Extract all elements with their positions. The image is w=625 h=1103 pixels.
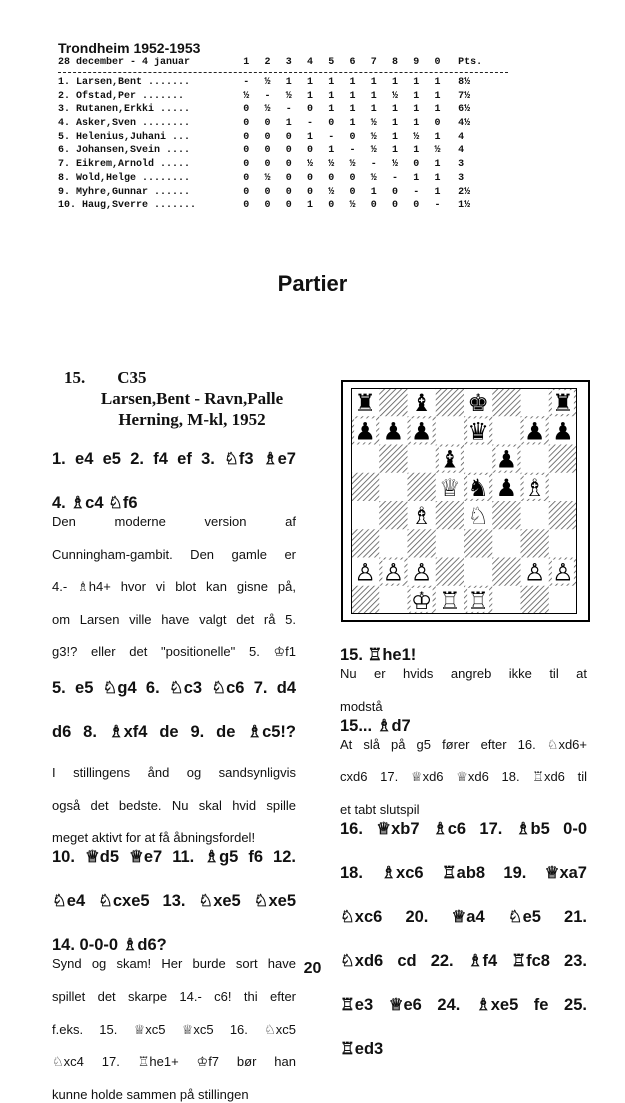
svg-text:♟: ♟ — [382, 417, 405, 446]
move-line: 15... ♗d7 — [340, 716, 411, 735]
result-cell: ½ — [306, 159, 313, 171]
result-cell: 1 — [391, 131, 398, 143]
board-square-b3 — [379, 529, 408, 558]
crosstable-row — [58, 199, 508, 213]
player-name: 5. Helenius,Juhani ... — [58, 131, 191, 143]
svg-text:♖: ♖ — [439, 586, 461, 614]
result-cell: 0 — [306, 145, 313, 157]
result-cell: 1 — [349, 90, 356, 102]
svg-text:♟: ♟ — [552, 417, 574, 446]
header-col: 9 — [413, 57, 420, 68]
comment-line: om Larsen ville have valgt det rå 5. — [52, 611, 296, 627]
header-col: 8 — [391, 57, 398, 68]
result-cell: 1 — [328, 104, 335, 116]
comment-line: Cunningham-gambit. Den gamle er — [52, 546, 296, 562]
result-cell: 1 — [349, 104, 356, 116]
board-square-b4 — [379, 501, 408, 530]
result-cell: 0 — [285, 172, 292, 184]
svg-text:♗: ♗ — [523, 473, 546, 502]
game-header — [52, 368, 332, 430]
result-cell: ½ — [349, 159, 356, 171]
result-cell: ½ — [264, 77, 271, 88]
result-cell: 1 — [434, 104, 441, 116]
result-cell: 1 — [391, 145, 398, 157]
result-cell: ½ — [434, 145, 441, 157]
result-cell: - — [328, 131, 335, 143]
result-cell: 0 — [328, 172, 335, 184]
svg-text:♟: ♟ — [354, 417, 376, 446]
player-name: 2. Ofstad,Per ....... — [58, 90, 185, 102]
result-cell: ½ — [370, 172, 377, 184]
result-cell: 0 — [243, 172, 250, 184]
black-bishop-icon — [411, 389, 433, 417]
result-cell: 0 — [243, 200, 250, 212]
comment-line: også det bedste. Nu skal hvid spille — [52, 797, 296, 813]
result-cell: 0 — [306, 172, 313, 184]
player-points: 2½ — [458, 186, 471, 198]
result-cell: 0 — [243, 131, 250, 143]
player-name: 9. Myhre,Gunnar ...... — [58, 186, 191, 198]
comment-line: I stillingens ånd og sandsynligvis — [52, 764, 296, 780]
white-pawn-icon — [411, 559, 433, 587]
white-knight-icon — [467, 502, 489, 530]
svg-text:♟: ♟ — [523, 417, 546, 446]
result-cell: ½ — [349, 200, 356, 212]
board-square-c3 — [408, 529, 437, 558]
game-id — [64, 368, 332, 388]
result-cell: - — [349, 145, 356, 157]
comment-line: modstå — [340, 698, 383, 714]
page-number: 20 — [303, 960, 322, 977]
result-cell: - — [413, 186, 420, 198]
header-col: 6 — [349, 57, 356, 68]
result-cell: 1 — [413, 104, 420, 116]
result-cell: 1 — [306, 90, 313, 102]
player-points: 7½ — [458, 90, 471, 102]
board-square-e2 — [464, 558, 493, 587]
result-cell: 0 — [349, 172, 356, 184]
svg-text:♘: ♘ — [467, 502, 489, 531]
result-cell: - — [306, 118, 313, 130]
crosstable — [58, 40, 508, 213]
move-line: ♘e4 ♘cxe5 13. ♘xe5 ♘xe5 — [52, 892, 296, 911]
header-col: 1 — [243, 57, 250, 68]
result-cell: 1 — [413, 118, 420, 130]
move-line: ♘xd6 cd 22. ♗f4 ♖fc8 23. — [340, 952, 587, 971]
player-name: 4. Asker,Sven ........ — [58, 118, 191, 130]
result-cell: 0 — [264, 200, 271, 212]
crosstable-rows — [58, 76, 508, 213]
crosstable-row — [58, 76, 508, 90]
board-square-a4 — [351, 501, 380, 530]
result-cell: 1 — [391, 118, 398, 130]
result-cell: 0 — [413, 159, 420, 171]
result-cell: ½ — [370, 118, 377, 130]
result-cell: - — [370, 159, 377, 171]
svg-text:♟: ♟ — [495, 473, 518, 502]
result-cell: - — [391, 172, 398, 184]
board-square-h6 — [549, 445, 577, 474]
player-points: 3 — [458, 159, 465, 171]
crosstable-dates: 28 december - 4 januar — [58, 57, 191, 68]
black-king-icon — [467, 389, 489, 417]
eco-code: C35 — [117, 368, 147, 387]
comment-line: cxd6 17. ♕xd6 ♕xd6 18. ♖xd6 til — [340, 769, 587, 785]
comment-line: f.eks. 15. ♕xc5 ♕xc5 16. ♘xc5 — [52, 1021, 296, 1037]
svg-text:♙: ♙ — [382, 558, 405, 587]
result-cell: 0 — [285, 159, 292, 171]
result-cell: ½ — [391, 90, 398, 102]
comment-line: et tabt slutspil — [340, 802, 420, 818]
result-cell: 1 — [306, 200, 313, 212]
comment-line: spillet det skarpe 14.- c6! thi efter — [52, 989, 296, 1005]
svg-text:♙: ♙ — [410, 558, 433, 587]
player-name: 6. Johansen,Svein .... — [58, 145, 191, 157]
result-cell: 0 — [434, 118, 441, 130]
crosstable-header — [58, 57, 508, 68]
result-cell: 0 — [243, 186, 250, 198]
board-square-f2 — [492, 558, 521, 587]
result-cell: ½ — [264, 104, 271, 116]
board-square-d2 — [436, 558, 465, 587]
result-cell: ½ — [370, 145, 377, 157]
comment-line: Den moderne version af — [52, 514, 296, 529]
result-cell: 0 — [243, 145, 250, 157]
result-cell: ½ — [285, 90, 292, 102]
result-cell: - — [264, 90, 271, 102]
board-square-e6 — [464, 445, 493, 474]
svg-text:♖: ♖ — [467, 586, 489, 614]
result-cell: 0 — [349, 131, 356, 143]
board-square-f3 — [492, 529, 521, 558]
game-players: Larsen,Bent - Ravn,Palle — [100, 389, 284, 408]
move-line: ♖e3 ♕e6 24. ♗xe5 fe 25. — [340, 996, 587, 1015]
result-cell: 0 — [243, 104, 250, 116]
crosstable-row — [58, 131, 508, 145]
crosstable-row — [58, 103, 508, 117]
result-cell: ½ — [370, 131, 377, 143]
result-cell: 1 — [391, 77, 398, 88]
comment-line: meget aktivt for at få åbningsfordel! — [52, 830, 256, 846]
result-cell: 0 — [306, 186, 313, 198]
result-cell: 0 — [285, 200, 292, 212]
comment-line: Nu er hvids angreb ikke til at — [340, 666, 587, 681]
player-name: 1. Larsen,Bent ....... — [58, 77, 191, 88]
white-bishop-icon — [411, 502, 433, 530]
black-pawn-icon — [411, 417, 433, 445]
black-queen-icon — [467, 417, 489, 445]
move-line: 15. ♖he1! — [340, 646, 417, 664]
board-square-d8 — [436, 388, 465, 417]
chess-board — [351, 388, 577, 614]
player-name: 8. Wold,Helge ........ — [58, 172, 191, 184]
result-cell: 1 — [413, 172, 420, 184]
board-square-f4 — [492, 501, 521, 530]
black-pawn-icon — [354, 417, 376, 445]
board-square-b5 — [379, 473, 408, 502]
board-square-h5 — [549, 473, 577, 502]
board-square-c6 — [408, 445, 437, 474]
result-cell: 1 — [434, 77, 441, 88]
board-square-d7 — [436, 416, 465, 445]
chess-diagram — [341, 380, 590, 622]
result-cell: 0 — [328, 200, 335, 212]
result-cell: 1 — [370, 104, 377, 116]
result-cell: 1 — [434, 90, 441, 102]
crosstable-row — [58, 172, 508, 186]
result-cell: 0 — [264, 118, 271, 130]
player-name: 10. Haug,Sverre ....... — [58, 200, 197, 212]
black-pawn-icon — [495, 474, 517, 502]
svg-text:♙: ♙ — [523, 558, 546, 587]
header-col: 5 — [328, 57, 335, 68]
section-title: Partier — [277, 271, 348, 296]
board-square-d3 — [436, 529, 465, 558]
svg-text:♞: ♞ — [467, 473, 489, 502]
result-cell: 1 — [391, 104, 398, 116]
crosstable-row — [58, 90, 508, 104]
result-cell: 1 — [434, 186, 441, 198]
header-col: 3 — [285, 57, 292, 68]
left-column — [52, 448, 296, 1103]
result-cell: - — [285, 104, 292, 116]
black-bishop-icon — [439, 446, 461, 474]
move-line: ♘xc6 20. ♕a4 ♘e5 21. — [340, 908, 587, 927]
result-cell: ½ — [264, 172, 271, 184]
result-cell: 1 — [434, 159, 441, 171]
svg-text:♔: ♔ — [410, 586, 433, 614]
result-cell: ½ — [391, 159, 398, 171]
result-cell: ½ — [413, 131, 420, 143]
move-line: 1. e4 e5 2. f4 ef 3. ♘f3 ♗e7 — [52, 450, 296, 468]
comment-line: ♘xc4 17. ♖he1+ ♔f7 bør han — [52, 1054, 296, 1070]
svg-text:♝: ♝ — [410, 389, 433, 418]
result-cell: 1 — [306, 77, 313, 88]
svg-text:♗: ♗ — [410, 502, 433, 531]
header-col: 0 — [434, 57, 441, 68]
result-cell: 0 — [328, 118, 335, 130]
player-name: 7. Eikrem,Arnold ..... — [58, 159, 191, 171]
result-cell: 1 — [328, 77, 335, 88]
result-cell: 0 — [264, 186, 271, 198]
comment-line: Synd og skam! Her burde sort have — [52, 956, 296, 972]
move-line: ♖ed3 — [340, 1040, 384, 1059]
comment-line: g3!? eller det "positionelle" 5. ♔f1 — [52, 644, 296, 660]
player-points: 4 — [458, 145, 465, 157]
result-cell: 0 — [264, 159, 271, 171]
game-number: 15. — [64, 368, 86, 387]
result-cell: 1 — [413, 90, 420, 102]
result-cell: 1 — [328, 145, 335, 157]
player-points: 4½ — [458, 118, 471, 130]
board-square-h4 — [549, 501, 577, 530]
crosstable-row — [58, 117, 508, 131]
result-cell: 1 — [370, 90, 377, 102]
player-points: 3 — [458, 172, 465, 184]
board-square-f7 — [492, 416, 521, 445]
board-square-f1 — [492, 586, 521, 614]
white-king-icon — [411, 587, 433, 614]
board-square-f8 — [492, 388, 521, 417]
result-cell: 0 — [264, 131, 271, 143]
comment-line: kunne holde sammen på stillingen — [52, 1086, 249, 1102]
result-cell: 1 — [370, 186, 377, 198]
result-cell: 1 — [413, 77, 420, 88]
board-square-b1 — [379, 586, 408, 614]
result-cell: 0 — [243, 118, 250, 130]
game-event: Herning, M-kl, 1952 — [118, 410, 266, 429]
white-pawn-icon — [524, 559, 546, 587]
result-cell: 0 — [285, 186, 292, 198]
result-cell: 1 — [349, 77, 356, 88]
move-line: d6 8. ♗xf4 de 9. de ♗c5!? — [52, 722, 296, 741]
result-cell: ½ — [328, 159, 335, 171]
svg-text:♝: ♝ — [439, 445, 461, 474]
result-cell: 1 — [434, 131, 441, 143]
svg-text:♟: ♟ — [410, 417, 433, 446]
points-header: Pts. — [458, 57, 483, 68]
crosstable-row — [58, 186, 508, 200]
white-bishop-icon — [524, 474, 546, 502]
result-cell: 1 — [434, 172, 441, 184]
svg-text:♜: ♜ — [552, 389, 574, 418]
black-rook-icon — [552, 389, 574, 417]
svg-text:♟: ♟ — [495, 445, 518, 474]
move-line: 16. ♕xb7 ♗c6 17. ♗b5 0-0 — [340, 820, 587, 839]
svg-text:♚: ♚ — [467, 389, 489, 418]
crosstable-row — [58, 158, 508, 172]
black-pawn-icon — [495, 446, 517, 474]
result-cell: 0 — [285, 131, 292, 143]
result-cell: ½ — [243, 90, 250, 102]
player-points: 8½ — [458, 77, 471, 88]
board-square-e3 — [464, 529, 493, 558]
crosstable-row — [58, 144, 508, 158]
board-square-d4 — [436, 501, 465, 530]
result-cell: 1 — [328, 90, 335, 102]
black-knight-icon — [467, 474, 489, 502]
svg-text:♙: ♙ — [354, 558, 376, 587]
player-name: 3. Rutanen,Erkki ..... — [58, 104, 191, 116]
board-square-a6 — [351, 445, 380, 474]
white-rook-icon — [439, 587, 461, 614]
board-square-a1 — [351, 586, 380, 614]
board-square-c5 — [408, 473, 437, 502]
dashed-rule — [58, 72, 508, 73]
header-col: 2 — [264, 57, 271, 68]
black-pawn-icon — [382, 417, 404, 445]
player-points: 1½ — [458, 200, 471, 212]
result-cell: 1 — [349, 118, 356, 130]
result-cell: 0 — [264, 145, 271, 157]
move-line: 14. 0-0-0 ♗d6? — [52, 936, 167, 955]
white-queen-icon — [439, 474, 461, 502]
crosstable-title: Trondheim 1952-1953 — [58, 40, 201, 56]
comment-line: At slå på g5 fører efter 16. ♘xd6+ — [340, 736, 587, 752]
board-square-g4 — [521, 501, 550, 530]
result-cell: 0 — [370, 200, 377, 212]
right-column — [340, 644, 587, 1060]
result-cell: 0 — [243, 159, 250, 171]
board-square-a3 — [351, 529, 380, 558]
player-points: 6½ — [458, 104, 471, 116]
result-cell: 1 — [285, 77, 292, 88]
result-cell: 0 — [285, 145, 292, 157]
white-pawn-icon — [552, 559, 574, 587]
black-rook-icon — [354, 389, 376, 417]
svg-text:♛: ♛ — [467, 417, 489, 446]
board-square-h1 — [549, 586, 577, 614]
board-square-g6 — [521, 445, 550, 474]
white-pawn-icon — [382, 559, 404, 587]
result-cell: - — [243, 77, 250, 88]
board-square-b8 — [379, 388, 408, 417]
board-square-g8 — [521, 388, 550, 417]
result-cell: 1 — [285, 118, 292, 130]
move-line: 10. ♕d5 ♕e7 11. ♗g5 f6 12. — [52, 848, 296, 867]
svg-text:♕: ♕ — [439, 473, 461, 502]
header-col: 4 — [306, 57, 313, 68]
result-cell: 1 — [306, 131, 313, 143]
result-cell: - — [434, 200, 441, 212]
result-cell: 0 — [413, 200, 420, 212]
svg-text:♜: ♜ — [354, 389, 376, 418]
white-rook-icon — [467, 587, 489, 614]
result-cell: 1 — [370, 77, 377, 88]
result-cell: 0 — [306, 104, 313, 116]
result-cell: 0 — [349, 186, 356, 198]
move-line: 18. ♗xc6 ♖ab8 19. ♕xa7 — [340, 864, 587, 883]
board-square-a5 — [351, 473, 380, 502]
result-cell: 0 — [391, 200, 398, 212]
result-cell: ½ — [328, 186, 335, 198]
player-points: 4 — [458, 131, 465, 143]
result-cell: 1 — [413, 145, 420, 157]
result-cell: 0 — [391, 186, 398, 198]
move-line: 4. ♗c4 ♘f6 — [52, 494, 138, 512]
black-pawn-icon — [524, 417, 546, 445]
comment-line: 4.- ♗h4+ hvor vi blot kan gisne på, — [52, 579, 296, 595]
black-pawn-icon — [552, 417, 574, 445]
board-square-h3 — [549, 529, 577, 558]
white-pawn-icon — [354, 559, 376, 587]
board-square-b6 — [379, 445, 408, 474]
header-col: 7 — [370, 57, 377, 68]
svg-text:♙: ♙ — [552, 558, 574, 587]
move-line: 5. e5 ♘g4 6. ♘c3 ♘c6 7. d4 — [52, 678, 296, 697]
board-square-g3 — [521, 529, 550, 558]
board-square-g1 — [521, 586, 550, 614]
